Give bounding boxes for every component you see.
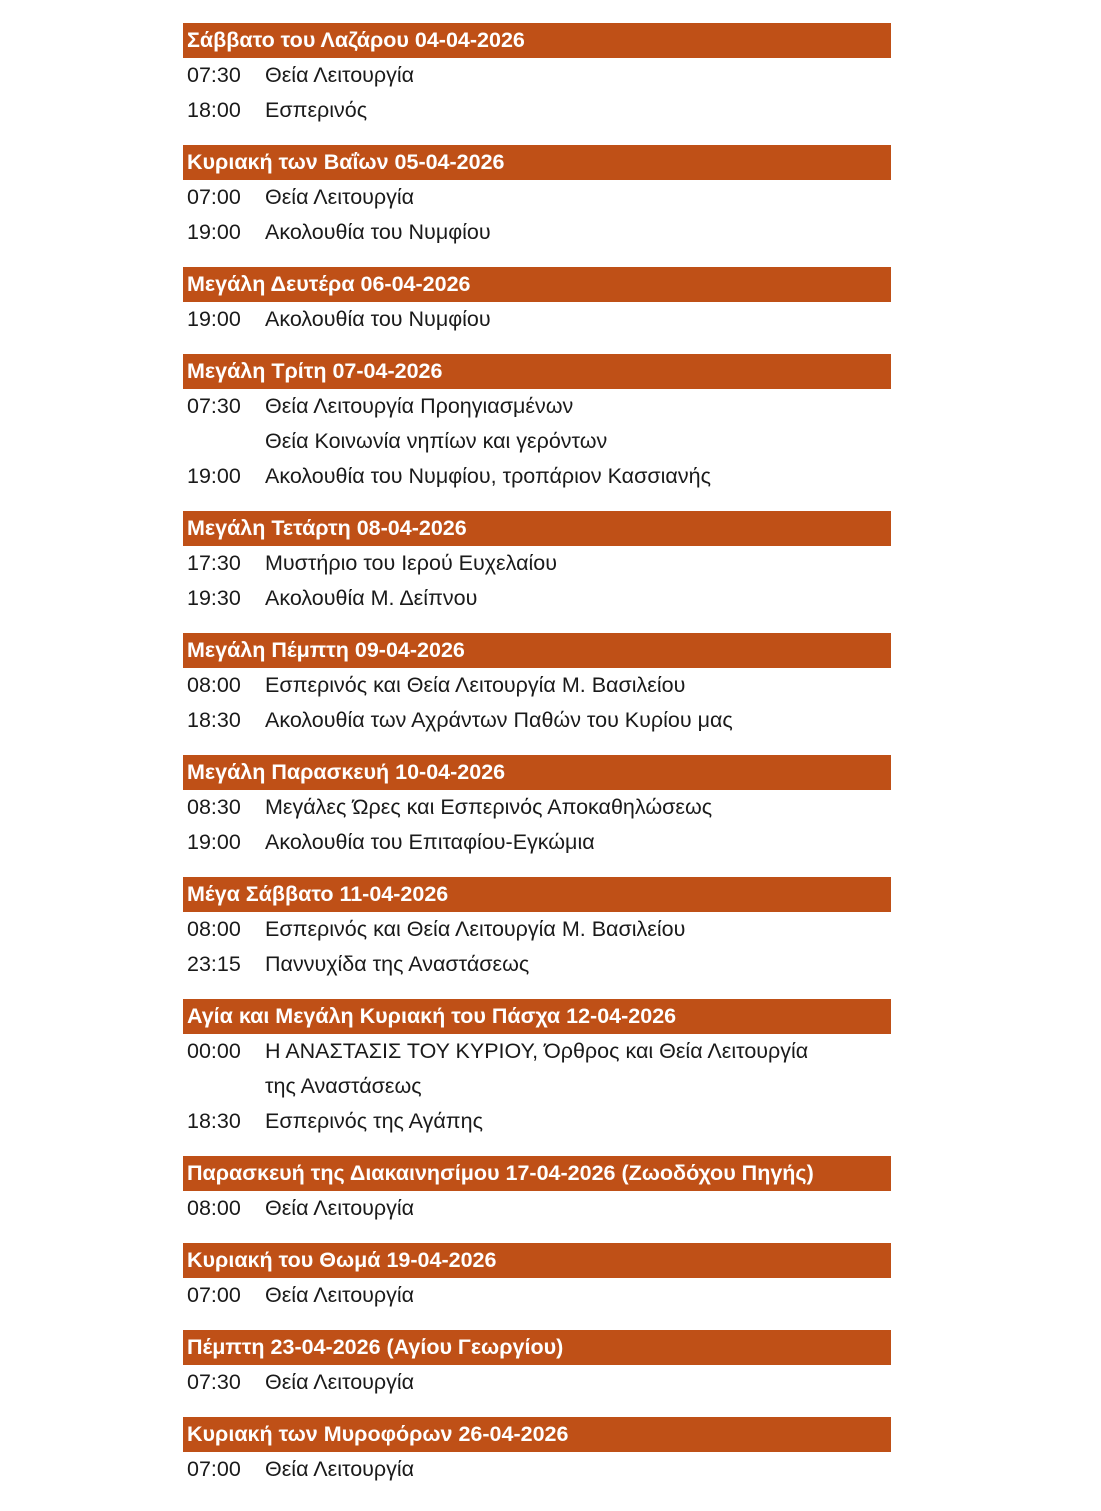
service-description: Ακολουθία του Νυμφίου, τροπάριον Κασσιανής — [265, 464, 711, 488]
section-spacer — [183, 494, 891, 511]
service-entry — [183, 459, 891, 494]
service-time: 19:00 — [187, 220, 241, 244]
service-time: 18:30 — [187, 708, 241, 732]
service-entry — [183, 302, 891, 337]
day-section — [183, 755, 891, 860]
section-spacer — [183, 337, 891, 354]
service-time: 19:00 — [187, 464, 241, 488]
day-header: Μεγάλη Τρίτη 07-04-2026 — [183, 354, 891, 389]
service-description: Παννυχίδα της Αναστάσεως — [265, 952, 530, 976]
service-entry — [183, 1365, 891, 1400]
service-time — [183, 424, 265, 459]
service-entry — [183, 58, 891, 93]
service-entry — [183, 1104, 891, 1139]
service-description: Εσπερινός και Θεία Λειτουργία Μ. Βασιλείου — [265, 917, 686, 941]
service-time: 19:30 — [187, 586, 241, 610]
section-spacer — [183, 1313, 891, 1330]
service-entry — [183, 180, 891, 215]
service-time: 07:30 — [187, 1370, 241, 1394]
section-spacer — [183, 1400, 891, 1417]
service-entry — [183, 93, 891, 128]
service-time: 00:00 — [187, 1039, 241, 1063]
service-entry — [183, 668, 891, 703]
day-header: Μεγάλη Παρασκευή 10-04-2026 — [183, 755, 891, 790]
service-time: 19:00 — [187, 830, 241, 854]
section-spacer — [183, 1226, 891, 1243]
service-description: Ακολουθία των Αχράντων Παθών του Κυρίου μας — [265, 708, 733, 732]
service-time — [183, 1069, 265, 1104]
service-entry — [183, 424, 891, 459]
day-header: Μεγάλη Τετάρτη 08-04-2026 — [183, 511, 891, 546]
schedule-list — [183, 23, 891, 1487]
service-time: 07:30 — [187, 394, 241, 418]
section-spacer — [183, 1139, 891, 1156]
service-entry — [183, 825, 891, 860]
service-time: 08:00 — [187, 917, 241, 941]
day-header: Αγία και Μεγάλη Κυριακή του Πάσχα 12-04-2026 — [183, 999, 891, 1034]
service-time: 18:30 — [187, 1109, 241, 1133]
day-header: Πέμπτη 23-04-2026 (Αγίου Γεωργίου) — [183, 1330, 891, 1365]
day-header: Παρασκευή της Διακαινησίμου 17-04-2026 (Ζωοδόχου Πηγής) — [183, 1156, 891, 1191]
service-entry — [183, 389, 891, 424]
service-time: 07:00 — [187, 1457, 241, 1481]
service-time: 07:30 — [187, 63, 241, 87]
service-entry — [183, 912, 891, 947]
service-entry — [183, 1278, 891, 1313]
day-section — [183, 354, 891, 494]
day-header: Μεγάλη Δευτέρα 06-04-2026 — [183, 267, 891, 302]
service-time: 08:30 — [187, 795, 241, 819]
service-time: 23:15 — [187, 952, 241, 976]
service-entry — [183, 1191, 891, 1226]
service-description: Εσπερινός της Αγάπης — [265, 1109, 483, 1133]
day-section — [183, 877, 891, 982]
service-time: 07:00 — [187, 1283, 241, 1307]
service-time: 08:00 — [187, 673, 241, 697]
service-description: Θεία Λειτουργία — [265, 185, 415, 209]
section-spacer — [183, 128, 891, 145]
day-section — [183, 999, 891, 1139]
service-description: Ακολουθία Μ. Δείπνου — [265, 586, 478, 610]
service-entry — [183, 947, 891, 982]
day-section — [183, 633, 891, 738]
service-description: Ακολουθία του Νυμφίου — [265, 307, 491, 331]
section-spacer — [183, 738, 891, 755]
service-entry — [183, 1452, 891, 1487]
day-header: Κυριακή του Θωμά 19-04-2026 — [183, 1243, 891, 1278]
service-description: Θεία Λειτουργία — [265, 63, 415, 87]
section-spacer — [183, 250, 891, 267]
service-time: 19:00 — [187, 307, 241, 331]
service-time: 08:00 — [187, 1196, 241, 1220]
service-time: 18:00 — [187, 98, 241, 122]
service-entry — [183, 546, 891, 581]
day-section — [183, 23, 891, 128]
service-description: Ακολουθία του Νυμφίου — [265, 220, 491, 244]
section-spacer — [183, 860, 891, 877]
day-header: Μεγάλη Πέμπτη 09-04-2026 — [183, 633, 891, 668]
service-description: Εσπερινός — [265, 98, 368, 122]
section-spacer — [183, 616, 891, 633]
service-description: Η ΑΝΑΣΤΑΣΙΣ ΤΟΥ ΚΥΡΙΟΥ, Όρθρος και Θεία Λειτουργία — [265, 1039, 809, 1063]
day-header: Κυριακή των Μυροφόρων 26-04-2026 — [183, 1417, 891, 1452]
day-section — [183, 1156, 891, 1226]
service-entry — [183, 1034, 891, 1069]
service-description: Θεία Λειτουργία — [265, 1196, 415, 1220]
service-description: Εσπερινός και Θεία Λειτουργία Μ. Βασιλείου — [265, 673, 686, 697]
service-description: Μυστήριο του Ιερού Ευχελαίου — [265, 551, 557, 575]
day-section — [183, 145, 891, 250]
service-description: Θεία Κοινωνία νηπίων και γερόντων — [265, 429, 608, 453]
service-description: Θεία Λειτουργία — [265, 1283, 415, 1307]
service-entry — [183, 1069, 891, 1104]
service-description: Θεία Λειτουργία — [265, 1370, 415, 1394]
day-header: Σάββατο του Λαζάρου 04-04-2026 — [183, 23, 891, 58]
day-header: Κυριακή των Βαΐων 05-04-2026 — [183, 145, 891, 180]
service-description: Θεία Λειτουργία Προηγιασμένων — [265, 394, 574, 418]
service-time: 07:00 — [187, 185, 241, 209]
service-description: Ακολουθία του Επιταφίου-Εγκώμια — [265, 830, 595, 854]
service-entry — [183, 790, 891, 825]
day-section — [183, 267, 891, 337]
service-description: Θεία Λειτουργία — [265, 1457, 415, 1481]
day-section — [183, 1417, 891, 1487]
service-time: 17:30 — [187, 551, 241, 575]
service-entry — [183, 703, 891, 738]
section-spacer — [183, 982, 891, 999]
service-description: Μεγάλες Ώρες και Εσπερινός Αποκαθηλώσεως — [265, 795, 713, 819]
day-section — [183, 1243, 891, 1313]
service-description: της Αναστάσεως — [265, 1074, 422, 1098]
day-section — [183, 511, 891, 616]
service-entry — [183, 581, 891, 616]
day-section — [183, 1330, 891, 1400]
day-header: Μέγα Σάββατο 11-04-2026 — [183, 877, 891, 912]
service-entry — [183, 215, 891, 250]
